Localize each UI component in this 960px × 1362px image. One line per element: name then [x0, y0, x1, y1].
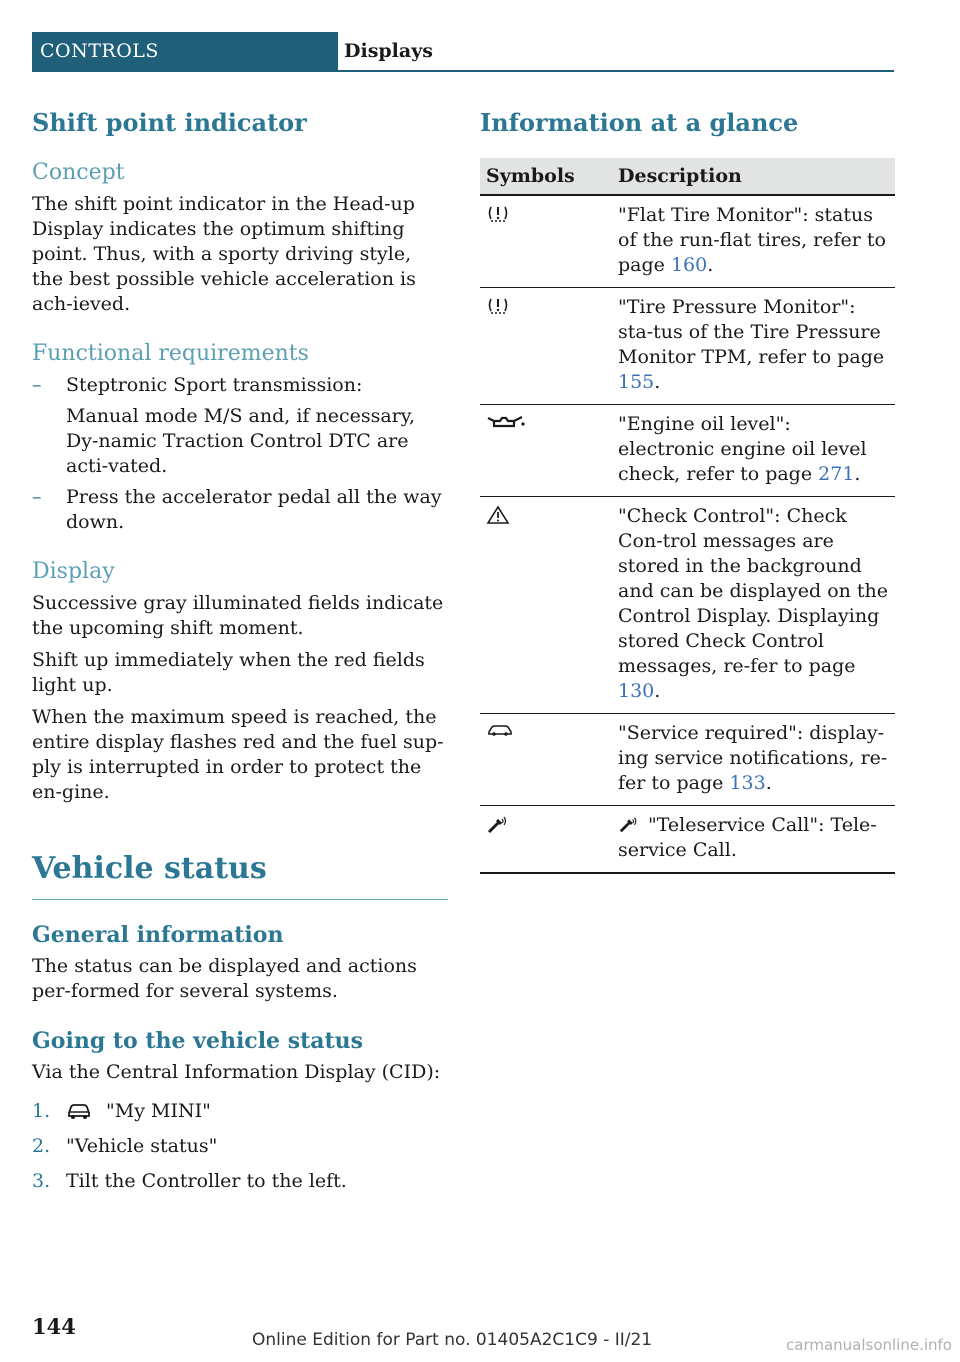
going-text: Via the Central Information Display (CID): [32, 1061, 441, 1083]
list-item [32, 373, 448, 479]
going-to-vehicle-status-heading: Going to the vehicle status [32, 1028, 364, 1054]
display-paragraph: Shift up immediately when the red fields light up. [32, 649, 425, 696]
general-information-heading: General information [32, 922, 284, 948]
symbol-cell [480, 806, 612, 874]
left-column [32, 106, 448, 1204]
page-link[interactable]: 271 [818, 463, 855, 485]
dash-marker: – [32, 486, 42, 508]
teleservice-wrench-icon [486, 813, 606, 835]
functional-requirements-heading: Functional requirements [32, 341, 309, 366]
service-car-icon [486, 721, 606, 739]
step-text: "My MINI" [106, 1100, 211, 1122]
step-item [32, 1169, 448, 1194]
concept-heading: Concept [32, 160, 125, 185]
display-paragraph: Successive gray illuminated fields indicate the upcoming shift moment. [32, 592, 444, 639]
step-text: Tilt the Controller to the left. [66, 1170, 347, 1192]
description-end: . [654, 371, 661, 393]
description-cell [612, 806, 895, 874]
steps-list [32, 1099, 448, 1194]
list-item-text: Press the accelerator pedal all the way down. [66, 486, 442, 533]
display-heading: Display [32, 559, 115, 584]
right-column [480, 106, 895, 874]
description-text: "Engine oil level": electronic engine oil level check, refer to page [618, 413, 867, 485]
table-row [480, 714, 895, 806]
description-text: "Flat Tire Monitor": status of the run-flat tires, refer to page [618, 204, 886, 276]
information-heading: Information at a glance [480, 108, 799, 137]
step-item [32, 1134, 448, 1159]
symbol-cell [480, 288, 612, 405]
list-item [32, 485, 448, 535]
description-text: "Tire Pressure Monitor": sta‐tus of the Tire Pressure Monitor TPM, refer to page [618, 296, 885, 368]
symbol-cell [480, 714, 612, 806]
dash-marker: – [32, 374, 42, 396]
step-number: 1. [32, 1100, 51, 1122]
step-text: "Vehicle status" [66, 1135, 218, 1157]
watermark: carmanualsonline.info [786, 1336, 952, 1354]
engine-oil-icon [486, 412, 606, 432]
concept-text: The shift point indicator in the Head-up Display indicates the optimum shifting point. Thus, with a sporty driving style, the best possible vehicle acceleration is ach‐ieved. [32, 193, 416, 315]
table-row [480, 806, 895, 874]
table-row [480, 288, 895, 405]
symbol-cell [480, 195, 612, 288]
shift-point-heading: Shift point indicator [32, 108, 307, 137]
description-text: "Teleservice Call": Tele‐service Call. [618, 814, 877, 861]
list-item-text: Steptronic Sport transmission: [66, 374, 363, 396]
description-end: . [707, 254, 714, 276]
step-number: 3. [32, 1170, 51, 1192]
step-number: 2. [32, 1135, 51, 1157]
page-link[interactable]: 160 [670, 254, 708, 276]
display-paragraph: When the maximum speed is reached, the entire display flashes red and the fuel sup‐ply is interrupted in order to protect the en‐gine. [32, 706, 444, 803]
requirements-list [32, 373, 448, 535]
warning-triangle-icon [486, 504, 606, 526]
table-row [480, 405, 895, 497]
vehicle-status-heading: Vehicle status [32, 849, 448, 900]
description-cell [612, 405, 895, 497]
description-end: . [854, 463, 861, 485]
description-cell [612, 288, 895, 405]
page-link[interactable]: 155 [618, 371, 655, 393]
description-cell [612, 714, 895, 806]
list-item-subtext: Manual mode M/S and, if necessary, Dy‐namic Traction Control DTC are acti‐vated. [66, 405, 415, 477]
description-cell [612, 195, 895, 288]
symbol-cell [480, 405, 612, 497]
step-item [32, 1099, 448, 1124]
teleservice-wrench-icon [618, 814, 640, 834]
table-header-row [480, 158, 895, 195]
description-end: . [765, 772, 772, 794]
general-information-text: The status can be displayed and actions per‐formed for several systems. [32, 955, 417, 1002]
edition-footer: Online Edition for Part no. 01405A2C1C9 - II/21 [252, 1330, 653, 1350]
table-row [480, 195, 895, 288]
flat-tire-warning-icon [486, 203, 606, 225]
description-cell [612, 497, 895, 714]
description-column-header: Description [612, 158, 895, 195]
symbol-cell [480, 497, 612, 714]
description-text: "Check Control": Check Con‐trol messages are stored in the background and can be displayed on the Control Display. Displaying stored Check Control messages, re‐fer to page [618, 505, 889, 677]
car-icon [66, 1102, 92, 1120]
table-row [480, 497, 895, 714]
symbols-column-header: Symbols [480, 158, 612, 195]
page-link[interactable]: 133 [729, 772, 766, 794]
chapter-title: Displays [344, 40, 433, 62]
page-header [32, 32, 894, 72]
description-end: . [654, 680, 661, 702]
tire-pressure-warning-icon [486, 295, 606, 317]
section-tab: CONTROLS [32, 32, 338, 70]
symbols-table [480, 158, 895, 874]
page-number: 144 [32, 1314, 76, 1339]
description-text: "Service required": display‐ing service notifications, re‐fer to page [618, 722, 888, 794]
page-link[interactable]: 130 [618, 680, 655, 702]
